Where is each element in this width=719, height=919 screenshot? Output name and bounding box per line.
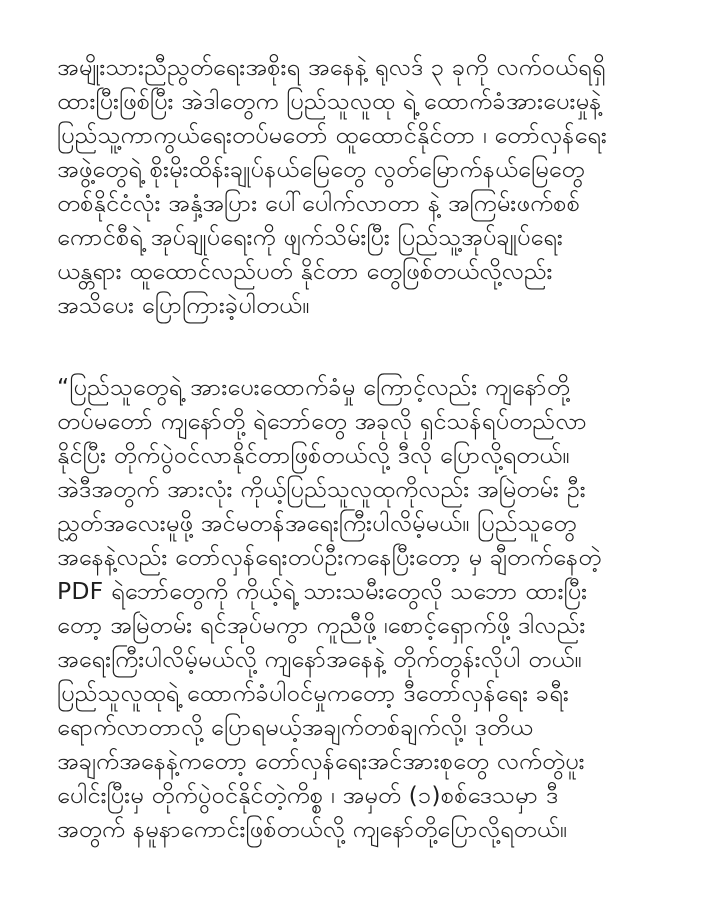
text-line: အချက်အနေနဲ့ကတော့ တော်လှန်ရေးအင်အားစုတွေ လက်တွဲပူး bbox=[57, 747, 585, 775]
text-line: ပေါင်းပြီးမှ တိုက်ပွဲဝင်နိုင်တဲ့ကိစ္စ ၊ အမှတ် (၁)စစ်ဒေသမှာ ဒီ bbox=[57, 781, 559, 809]
paragraph-2 bbox=[57, 370, 697, 846]
text-line: ပြည်သူ့ကာကွယ်ရေးတပ်မတော် ထူထောင်နိုင်တာ ၊ တော်လှန်ရေး bbox=[57, 121, 607, 149]
text-line: အမျိုးသားညီညွတ်ရေးအစိုးရ အနေနဲ့ ရုလဒ် ၃ ခုကို လက်ဝယ်ရရှိ bbox=[57, 53, 606, 81]
text-line: အဲဒီအတွက် အားလုံး ကိုယ့်ပြည်သူလူထုကိုလည်း အမြဲတမ်း ဦး bbox=[57, 475, 586, 503]
text-line: ယန္တရား ထူထောင်လည်ပတ် နိုင်တာ တွေဖြစ်တယ်လို့လည်း bbox=[57, 257, 553, 285]
text-line: နိုင်ပြီး တိုက်ပွဲဝင်လာနိုင်တာဖြစ်တယ်လို့ ဒီလို ပြောလို့ရတယ်။ bbox=[57, 441, 570, 469]
text-line: အသိပေး ပြောကြားခဲ့ပါတယ်။ bbox=[57, 291, 310, 319]
text-line: တော့ အမြဲတမ်း ရင်အုပ်မကွာ ကူညီဖို့ ၊စောင့်ရှောက်ဖို့ ဒါလည်း bbox=[57, 611, 586, 639]
text-line: “ပြည်သူတွေရဲ့ အားပေးထောက်ခံမှု ကြောင့်လည်း ကျနော်တို့ bbox=[57, 373, 570, 401]
paragraph-1 bbox=[57, 50, 697, 322]
text-line: တပ်မတော် ကျနော်တို့ ရဲဘော်တွေ အခုလို ရှင်သန်ရပ်တည်လာ bbox=[57, 407, 587, 435]
text-line: ထားပြီးဖြစ်ပြီး အဲဒါတွေက ပြည်သူလူထု ရဲ့ ထောက်ခံအားပေးမှုနဲ့ bbox=[57, 87, 602, 115]
text-line: အရေးကြီးပါလိမ့်မယ်လို့ ကျနော်အနေနဲ့ တိုက်တွန်းလိုပါ တယ်။ bbox=[57, 645, 582, 673]
text-line: အနေနဲ့လည်း တော်လှန်ရေးတပ်ဦးကနေပြီးတော့ မှ ချီတက်နေတဲ့ bbox=[57, 543, 602, 571]
text-line: PDF ရဲဘော်တွေကို ကိုယ့်ရဲ့ သားသမီးတွေလို သဘော ထားပြီး bbox=[57, 577, 588, 605]
text-line: အတွက် နမူနာကောင်းဖြစ်တယ်လို့ ကျနော်တို့ပြောလို့ရတယ်။ bbox=[57, 815, 568, 843]
text-line: အဖွဲ့တွေရဲ့ စိုးမိုးထိန်းချုပ်နယ်မြေတွေ လွတ်မြောက်နယ်မြေတွေ bbox=[57, 155, 585, 183]
text-line: တစ်နိုင်ငံလုံး အနှံ့အပြား ပေါ်ပေါက်လာတာ နဲ့ အကြမ်းဖက်စစ် bbox=[57, 189, 580, 217]
text-line: ပြည်သူလူထုရဲ့ ထောက်ခံပါဝင်မှုကတော့ ဒီတော်လှန်ရေး ခရီး bbox=[57, 679, 569, 707]
text-line: ကောင်စီရဲ့ အုပ်ချုပ်ရေးကို ဖျက်သိမ်းပြီး ပြည်သူ့အုပ်ချုပ်ရေး bbox=[57, 223, 563, 251]
text-line: ရောက်လာတာလို့ ပြောရမယ့်အချက်တစ်ချက်လို့၊ ဒုတိယ bbox=[57, 713, 533, 741]
text-line: ညွှတ်အလေးမူဖို့ အင်မတန်အရေးကြီးပါလိမ့်မယ်။ ပြည်သူတွေ bbox=[57, 509, 577, 537]
